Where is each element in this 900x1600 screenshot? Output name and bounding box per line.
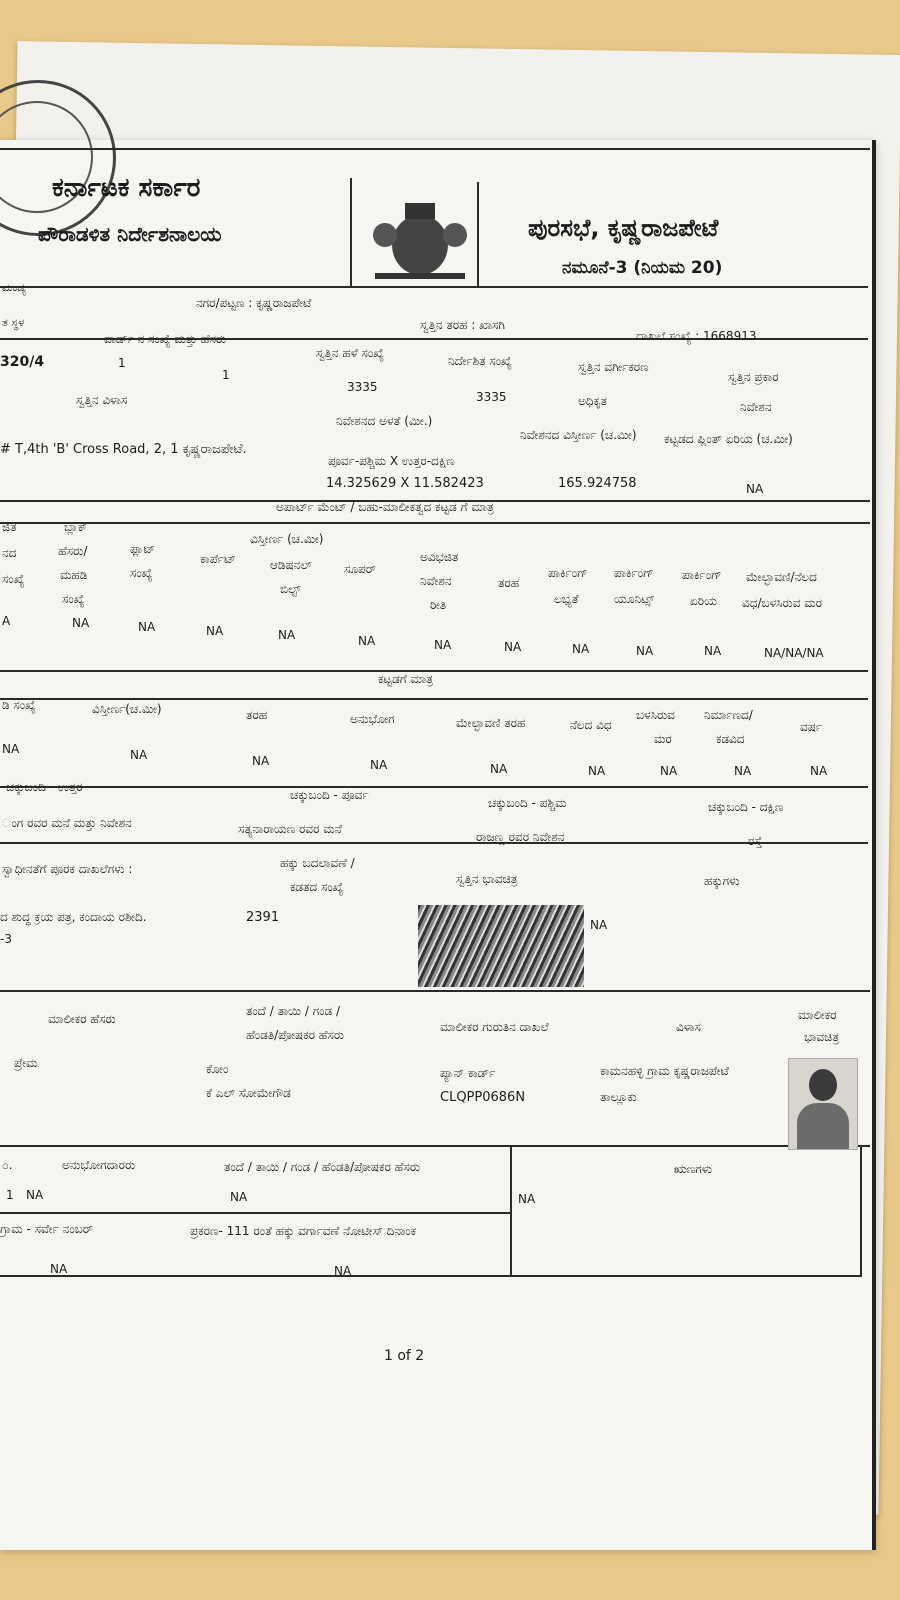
divider (0, 670, 868, 672)
apt-col-parking-units: ಯೂನಿಟ್ಸ್ (614, 592, 655, 606)
entry-number-field: ದಾಖಲೆ ಸಂಖ್ಯೆ : 1668913 (636, 329, 757, 343)
owner-relation-label: ಹೆಂಡತಿ/ಪೋಷಕರ ಹೆಸರು (246, 1028, 345, 1042)
apt-value: NA (72, 616, 90, 630)
directed-number-value: 3335 (476, 390, 507, 404)
divider (0, 286, 868, 288)
stamp-text: ತ ಸ್ಥಳ (2, 316, 25, 329)
ward-name: 1 (222, 368, 230, 382)
occupant-label: ಅನುಭೋಗದಾರರು (62, 1158, 136, 1172)
divider (0, 842, 868, 844)
apt-col-undivided: ರೀತಿ (430, 598, 447, 612)
encumbrance-value: NA (518, 1192, 536, 1206)
bld-col-number: ಡಿ ಸಂಖ್ಯೆ (2, 698, 36, 712)
state-emblem-icon (365, 195, 475, 285)
apt-col-undivided: ಅವಿಭಜಿತ (420, 550, 459, 564)
apartment-section-title: ಅಪಾರ್ಟ್ ಮೆಂಟ್ / ಬಹು-ಮಾಲೀಕತ್ವದ ಕಟ್ಟಡ ಗೆ ಮಾತ್ರ (276, 500, 494, 514)
notice-date-value: NA (334, 1264, 352, 1278)
municipality-title: ಪುರಸಭೆ, ಕೃಷ್ಣರಾಜಪೇಟೆ (528, 214, 719, 242)
mutation-label: ಕಡತದ ಸಂಖ್ಯೆ (290, 880, 344, 894)
mutation-label: ಹಕ್ಕು ಬದಲಾವಣೆ / (280, 856, 355, 870)
apt-value: NA (434, 638, 452, 652)
divider (0, 1145, 870, 1147)
site-area-label: ನಿವೇಶನದ ವಿಸ್ತೀರ್ಣ (ಚ.ಮೀ) (520, 428, 637, 442)
documents-value: -3 (0, 932, 12, 946)
apt-value: A (2, 614, 11, 628)
directorate-title: ಪೌರಾಡಳಿತ ನಿರ್ದೇಶನಾಲಯ (38, 222, 222, 246)
apt-col-roof-floor: ಮೇಲ್ಛಾವಣಿ/ನೆಲದ (746, 570, 817, 584)
occupant-value: NA (26, 1188, 44, 1202)
owner-address-label: ವಿಳಾಸ (676, 1020, 701, 1034)
bld-value: NA (588, 764, 606, 778)
bld-col-wood: ಬಳಸಿರುವ (636, 708, 675, 722)
owner-relation-prefix: ಕೋಂ (206, 1062, 229, 1076)
apt-col-id: ನದ (2, 546, 17, 560)
bld-col-wood: ಮರ (654, 732, 672, 746)
bld-col-year: ವರ್ಷ (800, 720, 823, 734)
bld-col-floor: ನೆಲದ ವಿಧ (570, 718, 612, 732)
property-kind-field: ಸ್ವತ್ತಿನ ತರಹ : ಖಾಸಗಿ (420, 318, 505, 332)
divider (0, 1275, 862, 1277)
property-photo (418, 905, 584, 987)
apt-value: NA (704, 644, 722, 658)
ward-number: 1 (118, 356, 126, 370)
village-survey-label: ಗ್ರಾಮ - ಸರ್ವೇ ನಂಬರ್ (0, 1222, 94, 1236)
apt-col-parking-avail: ಲಭ್ಯತೆ (554, 592, 579, 606)
apt-col-flat: ಸಂಖ್ಯೆ (130, 566, 153, 580)
bld-value: NA (660, 764, 678, 778)
apt-col-block: ಹೆಸರು/ (58, 544, 88, 558)
bld-col-built: ನಿರ್ಮಾಣದ/ (704, 708, 753, 722)
west-boundary-value: ರಾಜಣ್ಣ ರವರ ನಿವೇಶನ (476, 830, 565, 844)
property-photo-label: ಸ್ವತ್ತಿನ ಭಾವಚಿತ್ರ (456, 872, 518, 886)
apt-col-additional: ಬಿಲ್ಟ್ (280, 582, 301, 596)
bld-value: NA (810, 764, 828, 778)
property-address: # T,4th 'B' Cross Road, 2, 1 ಕೃಷ್ಣರಾಜಪೇಟೆ. (0, 442, 247, 457)
owner-address: ತಾಲ್ಲೂಕು (600, 1090, 637, 1104)
apt-col-carpet: ಕಾರ್ಪೆಟ್ (200, 552, 236, 566)
village-survey-value: NA (50, 1262, 68, 1276)
apt-col-parking-avail: ಪಾರ್ಕಿಂಗ್ (548, 566, 588, 580)
city-field: ನಗರ/ಪಟ್ಟಣ : ಕೃಷ್ಣರಾಜಪೇಟೆ (196, 296, 312, 310)
apt-col-roof-floor: ವಿಧ/ಬಳಸಿರುವ ಮರ (742, 596, 822, 610)
bld-col-area: ವಿಸ್ತೀರ್ಣ(ಚ.ಮೀ) (92, 702, 162, 716)
occupant-relation-label: ತಂದೆ / ತಾಯಿ / ಗಂಡ / ಹೆಂಡತಿ/ಪೋಷಕರ ಹೆಸರು (224, 1160, 420, 1174)
apt-col-id: ಜಿತ (2, 520, 17, 534)
occupant-row-number: 1 (6, 1188, 14, 1202)
bld-value: NA (734, 764, 752, 778)
apt-col-additional: ಆಡಿಷನಲ್ (270, 558, 312, 572)
bld-col-built: ಕಡವಿದ (716, 732, 745, 746)
apt-value: NA (138, 620, 156, 634)
apt-value: NA (358, 634, 376, 648)
east-boundary-label: ಚಕ್ಕುಬಂದಿ - ಪೂರ್ವ (290, 788, 369, 802)
property-type-value: ನಿವೇಶನ (740, 400, 772, 414)
bld-value: NA (370, 758, 388, 772)
owner-id-type: ಪ್ಯಾನ್ ಕಾರ್ಡ್ (440, 1066, 496, 1080)
apt-col-flat: ಫ್ಲಾಟ್ (130, 542, 156, 556)
divider (0, 698, 868, 700)
owner-photo-label: ಮಾಲೀಕರ (798, 1008, 837, 1022)
address-label: ಸ್ವತ್ತಿನ ವಿಳಾಸ (76, 393, 128, 407)
site-size-label: ನಿವೇಶನದ ಅಳತೆ (ಮೀ.) (336, 414, 433, 428)
documents-value: ದ ಶುದ್ಧ ಕ್ರಯ ಪತ್ರ, ಕಂದಾಯ ರಶೀದಿ. (0, 910, 147, 924)
form-number: ನಮೂನೆ-3 (ನಿಯಮ 20) (562, 258, 723, 278)
apt-col-parking-units: ಪಾರ್ಕಿಂಗ್ (614, 566, 654, 580)
rights-label: ಹಕ್ಕುಗಳು (704, 874, 740, 888)
mutation-number: 2391 (246, 910, 280, 925)
apt-col-super: ಸೂಪರ್ (344, 562, 376, 576)
owner-photo-label: ಭಾವಚಿತ್ರ (804, 1030, 840, 1044)
directed-number-label: ನಿರ್ದೇಶಿತ ಸಂಖ್ಯೆ (448, 354, 512, 368)
apt-value: NA (278, 628, 296, 642)
apt-value: NA (636, 644, 654, 658)
site-dimensions: 14.325629 X 11.582423 (326, 476, 484, 491)
apt-col-block: ಬ್ಲಾಕ್ (64, 520, 88, 534)
occupant-no-label: ೦. (2, 1158, 13, 1172)
divider (860, 1147, 862, 1277)
north-boundary-label: ಚಕ್ಕುಬಂದಿ - ಉತ್ತರ (6, 780, 83, 794)
encumbrance-label: ಋಣಗಳು (674, 1162, 713, 1176)
documents-label: ಸ್ವಾಧೀನತೆಗೆ ಪೂರಕ ದಾಖಲೆಗಳು : (2, 862, 133, 876)
page-indicator: 1 of 2 (384, 1348, 425, 1364)
rights-value: NA (590, 918, 608, 932)
bld-col-kind: ತರಹ (246, 708, 268, 722)
divider (0, 786, 868, 788)
bld-value: NA (252, 754, 270, 768)
east-boundary-value: ಸತ್ಯನಾರಾಯಣ ರವರ ಮನೆ (238, 822, 342, 836)
owner-name: ಪ್ರೇಮ (14, 1056, 38, 1070)
owner-id-label: ಮಾಲೀಕರ ಗುರುತಿನ ದಾಖಲೆ (440, 1020, 549, 1034)
west-boundary-label: ಚಕ್ಕುಬಂದಿ - ಪಶ್ಚಿಮ (488, 796, 567, 810)
divider (0, 1212, 512, 1214)
south-boundary-value: ರಸ್ತೆ (748, 834, 763, 848)
divider (477, 182, 479, 286)
divider (510, 1147, 512, 1275)
site-area-value: 165.924758 (558, 476, 637, 491)
bld-value: NA (490, 762, 508, 776)
property-type-label: ಸ್ವತ್ತಿನ ಪ್ರಕಾರ (728, 370, 779, 384)
apt-value: NA (206, 624, 224, 638)
govt-title: ಕರ್ನಾಟಕ ಸರ್ಕಾರ (52, 173, 201, 203)
apt-col-parking-area: ಏರಿಯ (690, 594, 717, 608)
north-boundary-value: ಂಗ ರವರ ಮನೆ ಮತ್ತು ನಿವೇಶನ (2, 816, 132, 830)
apt-value: NA (504, 640, 522, 654)
bld-value: NA (130, 748, 148, 762)
apt-col-parking-area: ಪಾರ್ಕಿಂಗ್ (682, 568, 722, 582)
apt-col-block: ಸಂಖ್ಯೆ (62, 592, 85, 606)
direction-label: ಪೂರ್ವ-ಪಶ್ಚಿಮ X ಉತ್ತರ-ದಕ್ಷಿಣ (328, 454, 455, 468)
document-sheet (0, 140, 876, 1550)
apt-col-undivided: ನಿವೇಶನ (420, 574, 452, 588)
owner-name-label: ಮಾಲೀಕರ ಹೆಸರು (48, 1012, 116, 1026)
divider (0, 522, 870, 524)
old-number-value: 3335 (347, 380, 378, 394)
bld-col-roof: ಮೇಲ್ಛಾವಣಿ ತರಹ (456, 716, 526, 730)
ward-label: ವಾರ್ಡ್ ನ ಸಂಖ್ಯೆ ಮತ್ತು ಹೆಸರು (104, 332, 227, 346)
apt-col-block: ಮಹಡಿ (60, 568, 88, 582)
divider (0, 990, 870, 992)
south-boundary-label: ಚಕ್ಕುಬಂದಿ - ದಕ್ಷಿಣ (708, 800, 784, 814)
apt-value: NA (572, 642, 590, 656)
owner-photo (788, 1058, 858, 1150)
bld-value: NA (2, 742, 20, 756)
occupant-relation-value: NA (230, 1190, 248, 1204)
building-section-title: ಕಟ್ಟಡಗೆ ಮಾತ್ರ (378, 672, 434, 686)
apartment-area-group-label: ವಿಸ್ತೀರ್ಣ (ಚ.ಮೀ) (250, 532, 324, 546)
notice-date-label: ಪ್ರಕರಣ- 111 ರಂತೆ ಹಕ್ಕು ವರ್ಗಾವಣೆ ನೋಟೀಸ್ ದಿನಾಂಕ (190, 1224, 417, 1238)
classification-value: ಅಧಿಕೃತ (578, 394, 607, 408)
divider (350, 178, 352, 286)
plinth-area-value: NA (746, 482, 764, 496)
apt-col-id: ಸಂಖ್ಯೆ (2, 572, 25, 586)
owner-id-number: CLQPP0686N (440, 1090, 526, 1105)
old-number-label: ಸ್ವತ್ತಿನ ಹಳೆ ಸಂಖ್ಯೆ (316, 346, 385, 360)
bld-col-usage: ಅನುಭೋಗ (350, 712, 395, 726)
apt-col-kind: ತರಹ (498, 576, 520, 590)
classification-label: ಸ್ವತ್ತಿನ ವರ್ಗೀಕರಣ (578, 360, 649, 374)
owner-address: ಕಾಮನಹಳ್ಳಿ ಗ್ರಾಮ ಕೃಷ್ಣರಾಜಪೇಟೆ (600, 1064, 729, 1078)
apt-value: NA/NA/NA (764, 646, 824, 660)
plinth-area-label: ಕಟ್ಟಡದ ಪ್ಲಿಂತ್ ಏರಿಯ (ಚ.ಮೀ) (664, 432, 793, 446)
owner-relation-label: ತಂದೆ / ತಾಯಿ / ಗಂಡ / (246, 1004, 341, 1018)
left-id: 320/4 (0, 354, 45, 370)
divider (0, 148, 870, 150)
owner-relation-name: ಕೆ ಎಲ್ ಸೋಮೇಗೌಡ (206, 1086, 291, 1100)
